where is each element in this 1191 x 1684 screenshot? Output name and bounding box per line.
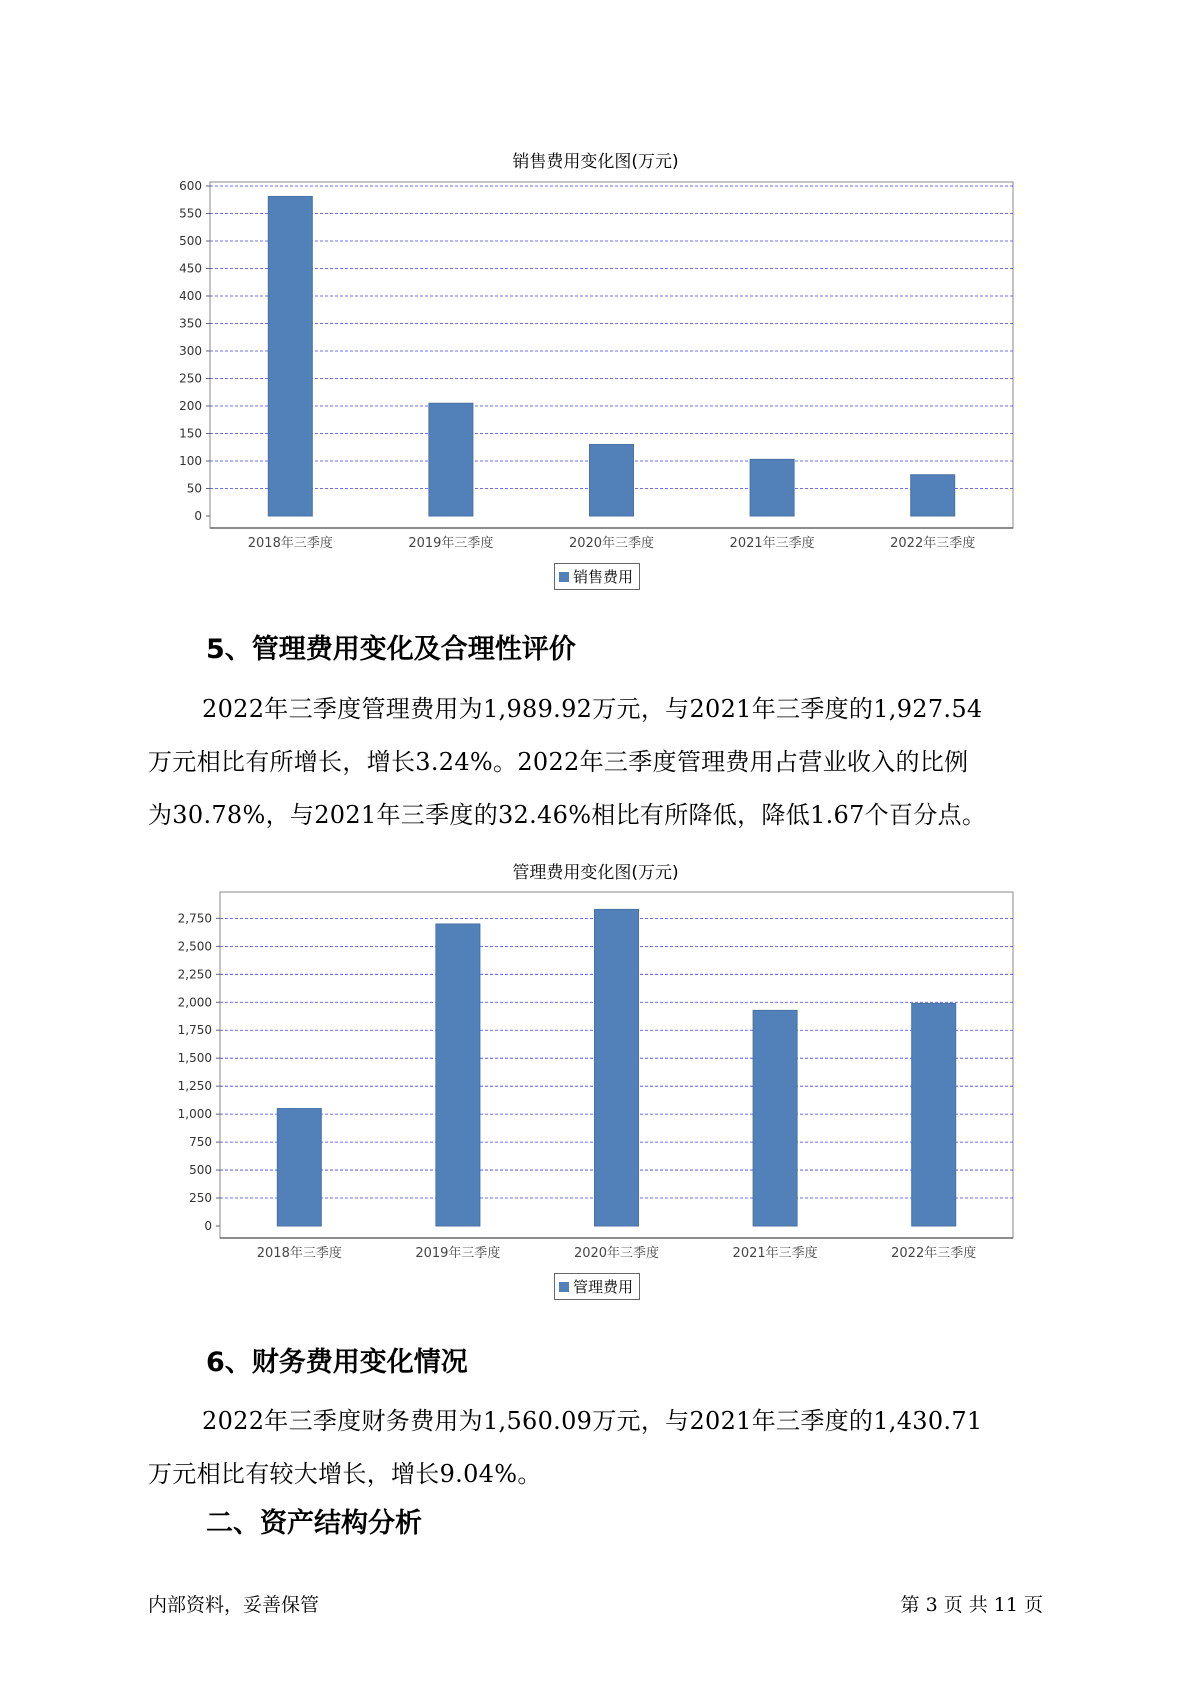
legend-label: 销售费用 [573,568,634,586]
x-tick-label: 2020年三季度 [568,536,655,550]
bar [429,403,473,516]
bar [268,196,312,516]
x-tick-label: 2020年三季度 [573,1246,660,1260]
x-tick-label: 2019年三季度 [415,1246,501,1260]
y-tick-label: 1,750 [177,1023,212,1038]
chart-title-sales: 销售费用变化图(万元) [512,152,679,172]
x-tick-label: 2018年三季度 [256,1246,342,1260]
legend-swatch-icon [559,572,569,582]
section5-heading: 5、管理费用变化及合理性评价 [206,634,576,665]
y-tick-label: 1,500 [177,1051,212,1066]
bar [436,924,480,1226]
y-tick-label: 0 [194,509,202,523]
chart-title-admin: 管理费用变化图(万元) [512,863,679,883]
y-tick-label: 550 [179,206,202,221]
section-two-heading: 二、资产结构分析 [206,1508,422,1539]
x-tick-label: 2021年三季度 [729,536,815,550]
bar [912,1003,956,1226]
y-tick-label: 500 [189,1163,212,1178]
y-tick-label: 1,000 [177,1107,212,1122]
x-tick-label: 2021年三季度 [732,1246,818,1260]
y-tick-label: 250 [189,1191,212,1206]
sales-expense-bar-chart [0,170,1191,550]
legend-admin [554,1273,640,1300]
y-tick-label: 400 [179,289,202,303]
bar [277,1109,321,1226]
y-tick-label: 2,250 [177,967,212,982]
bar [750,459,794,516]
section5-paragraph [148,683,1048,842]
y-tick-label: 1,250 [177,1079,212,1094]
x-tick-label: 2022年三季度 [890,536,976,550]
paragraph-line: 万元相比有所增长，增长3.24%。2022年三季度管理费用占营业收入的比例 [148,748,969,776]
y-tick-label: 750 [189,1135,212,1150]
bar [590,445,634,517]
paragraph-line: 万元相比有较大增长，增长9.04%。 [148,1460,542,1488]
x-tick-label: 2019年三季度 [408,536,494,550]
y-tick-label: 600 [179,179,202,193]
y-tick-label: 100 [179,454,202,468]
x-tick-label: 2022年三季度 [891,1246,977,1260]
y-tick-label: 0 [204,1219,212,1233]
section6-heading: 6、财务费用变化情况 [206,1347,468,1378]
y-tick-label: 250 [179,371,202,386]
legend-label: 管理费用 [573,1278,634,1296]
x-tick-label: 2018年三季度 [247,536,333,550]
section6-paragraph [148,1395,1048,1501]
paragraph-line: 2022年三季度管理费用为1,989.92万元，与2021年三季度的1,927.54 [202,695,983,723]
paragraph-line: 为30.78%，与2021年三季度的32.46%相比有所降低，降低1.67个百分点。 [148,801,987,829]
y-tick-label: 50 [186,481,202,496]
y-tick-label: 2,750 [177,911,212,926]
y-tick-label: 500 [179,234,202,248]
paragraph-line: 2022年三季度财务费用为1,560.09万元，与2021年三季度的1,430.71 [202,1407,983,1435]
y-tick-label: 2,000 [177,995,212,1010]
admin-expense-bar-chart [0,880,1191,1260]
bar [753,1010,797,1226]
footer-page-number: 第 3 页 共 11 页 [900,1594,1043,1616]
y-tick-label: 300 [179,344,202,358]
bar [595,909,639,1226]
footer-confidential: 内部资料，妥善保管 [148,1594,320,1616]
legend-sales [554,563,640,590]
y-tick-label: 350 [179,316,202,331]
y-tick-label: 200 [179,399,202,413]
legend-swatch-icon [559,1282,569,1292]
y-tick-label: 450 [179,261,202,276]
y-tick-label: 2,500 [177,939,212,954]
bar [911,475,955,516]
y-tick-label: 150 [179,426,202,441]
